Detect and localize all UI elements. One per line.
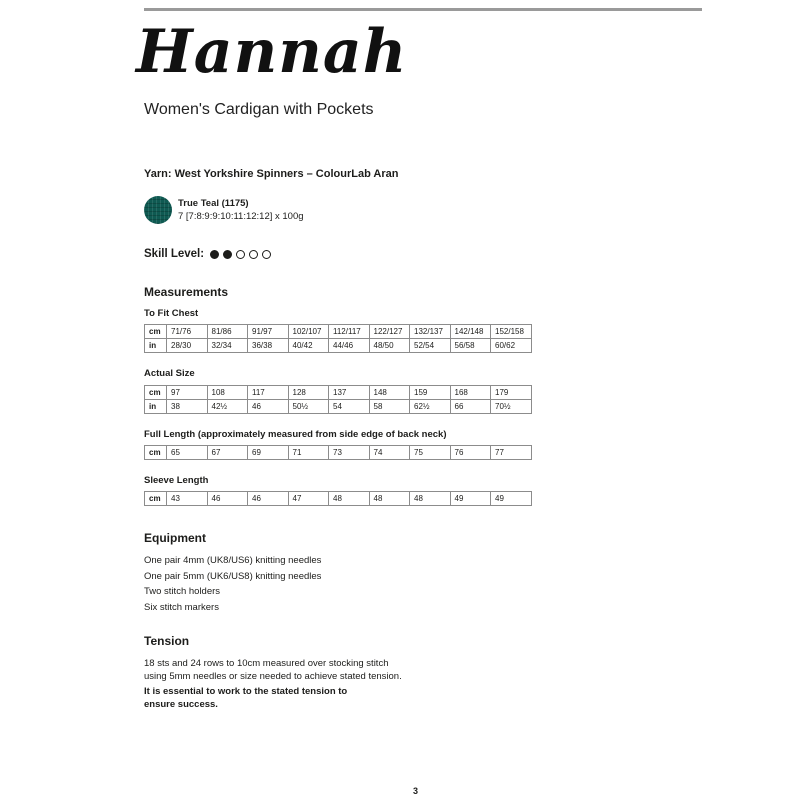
skill-dot-empty-icon [262, 250, 271, 259]
size-cell: 49 [450, 492, 491, 506]
size-cell: 66 [450, 400, 491, 414]
size-cell: 152/158 [491, 325, 532, 339]
equipment-item: One pair 4mm (UK8/US6) knitting needles [144, 555, 322, 566]
size-cell: 69 [248, 446, 289, 460]
unit-cell: cm [145, 492, 167, 506]
size-cell: 148 [369, 386, 410, 400]
size-cell: 58 [369, 400, 410, 414]
size-cell: 168 [450, 386, 491, 400]
size-cell: 117 [248, 386, 289, 400]
equipment-item: Two stitch holders [144, 586, 221, 597]
skill-dot-filled-icon [223, 250, 232, 259]
unit-cell: cm [145, 386, 167, 400]
full-length-label: Full Length (approximately measured from side edge of back neck) [144, 429, 447, 440]
size-cell: 50½ [288, 400, 329, 414]
size-cell: 43 [167, 492, 208, 506]
skill-dot-empty-icon [249, 250, 258, 259]
size-cell: 71/76 [167, 325, 208, 339]
size-cell: 62½ [410, 400, 451, 414]
skill-level-dots [210, 250, 275, 259]
size-cell: 40/42 [288, 339, 329, 353]
size-cell: 65 [167, 446, 208, 460]
size-cell: 77 [491, 446, 532, 460]
yarn-swatch-icon [144, 196, 172, 224]
size-cell: 48 [369, 492, 410, 506]
size-cell: 52/54 [410, 339, 451, 353]
size-cell: 128 [288, 386, 329, 400]
equipment-heading: Equipment [144, 531, 206, 545]
yarn-quantity: 7 [7:8:9:9:10:11:12:12] x 100g [178, 211, 304, 222]
size-cell: 159 [410, 386, 451, 400]
size-cell: 46 [248, 400, 289, 414]
pattern-title: Hannah [136, 17, 408, 87]
size-cell: 74 [369, 446, 410, 460]
size-cell: 112/117 [329, 325, 370, 339]
size-cell: 32/34 [207, 339, 248, 353]
table-row [145, 446, 532, 460]
size-cell: 122/127 [369, 325, 410, 339]
size-cell: 48 [410, 492, 451, 506]
size-cell: 76 [450, 446, 491, 460]
size-cell: 71 [288, 446, 329, 460]
size-cell: 102/107 [288, 325, 329, 339]
size-cell: 179 [491, 386, 532, 400]
size-cell: 142/148 [450, 325, 491, 339]
tension-line: 18 sts and 24 rows to 10cm measured over stocking stitch [144, 658, 389, 669]
page-number: 3 [413, 786, 419, 796]
measurements-heading: Measurements [144, 285, 229, 299]
size-cell: 38 [167, 400, 208, 414]
size-cell: 48 [329, 492, 370, 506]
size-cell: 91/97 [248, 325, 289, 339]
size-cell: 28/30 [167, 339, 208, 353]
unit-cell: cm [145, 325, 167, 339]
yarn-label: Yarn: West Yorkshire Spinners – ColourLab Aran [144, 168, 399, 180]
tension-note: It is essential to work to the stated tension to [144, 686, 348, 697]
skill-dot-empty-icon [236, 250, 245, 259]
equipment-item: Six stitch markers [144, 602, 219, 613]
table-row [145, 400, 532, 414]
size-cell: 36/38 [248, 339, 289, 353]
skill-level-label: Skill Level: [144, 248, 205, 260]
actual-size-table [144, 385, 532, 414]
size-cell: 54 [329, 400, 370, 414]
to-fit-chest-table [144, 324, 532, 353]
size-cell: 60/62 [491, 339, 532, 353]
actual-size-label: Actual Size [144, 368, 195, 379]
size-cell: 48/50 [369, 339, 410, 353]
unit-cell: cm [145, 446, 167, 460]
tension-note: ensure success. [144, 699, 218, 710]
table-row [145, 492, 532, 506]
size-cell: 137 [329, 386, 370, 400]
table-row [145, 325, 532, 339]
size-cell: 70½ [491, 400, 532, 414]
full-length-table [144, 445, 532, 460]
tension-heading: Tension [144, 634, 190, 648]
size-cell: 46 [248, 492, 289, 506]
table-row [145, 339, 532, 353]
size-cell: 56/58 [450, 339, 491, 353]
sleeve-length-table [144, 491, 532, 506]
equipment-item: One pair 5mm (UK6/US8) knitting needles [144, 571, 322, 582]
pattern-subtitle: Women's Cardigan with Pockets [144, 101, 374, 118]
size-cell: 81/86 [207, 325, 248, 339]
size-cell: 46 [207, 492, 248, 506]
size-cell: 73 [329, 446, 370, 460]
size-cell: 49 [491, 492, 532, 506]
table-row [145, 386, 532, 400]
sleeve-length-label: Sleeve Length [144, 475, 209, 486]
size-cell: 42½ [207, 400, 248, 414]
unit-cell: in [145, 339, 167, 353]
unit-cell: in [145, 400, 167, 414]
size-cell: 44/46 [329, 339, 370, 353]
size-cell: 75 [410, 446, 451, 460]
size-cell: 108 [207, 386, 248, 400]
skill-dot-filled-icon [210, 250, 219, 259]
size-cell: 132/137 [410, 325, 451, 339]
to-fit-chest-label: To Fit Chest [144, 308, 199, 319]
top-rule [144, 8, 702, 11]
size-cell: 67 [207, 446, 248, 460]
skill-level [144, 248, 275, 260]
yarn-colour-name: True Teal (1175) [178, 198, 249, 209]
tension-line: using 5mm needles or size needed to achieve stated tension. [144, 671, 402, 682]
size-cell: 47 [288, 492, 329, 506]
size-cell: 97 [167, 386, 208, 400]
